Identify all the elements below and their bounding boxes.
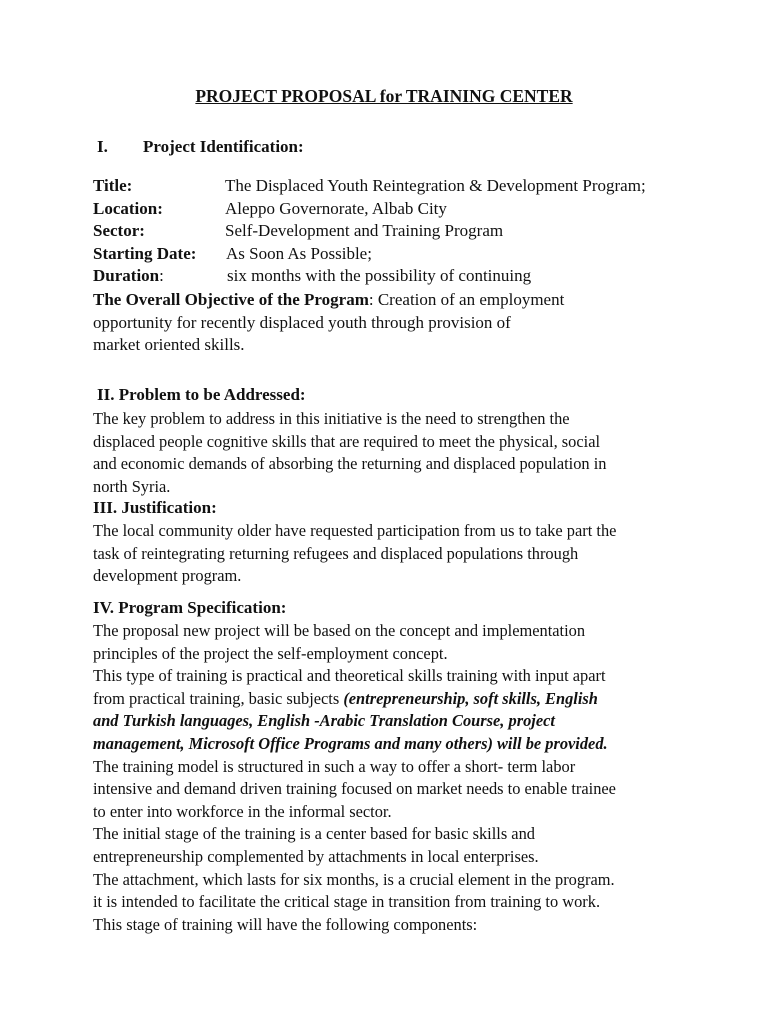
paragraph-line: entrepreneurship complemented by attachments in local enterprises. [93, 846, 539, 866]
field-value: As Soon As Possible; [226, 243, 372, 263]
field-label: Location: [93, 198, 163, 218]
field-value: Aleppo Governorate, Albab City [225, 198, 447, 218]
paragraph-line: This stage of training will have the following components: [93, 914, 478, 934]
paragraph-line: and economic demands of absorbing the returning and displaced population in [93, 454, 607, 474]
section-2-body [93, 408, 693, 498]
paragraph-line: to enter into workforce in the informal sector. [93, 801, 392, 821]
paragraph-line: This type of training is practical and theoretical skills training with input apart [93, 666, 606, 686]
field-label: Title: [93, 176, 133, 195]
emphasis-line: management, Microsoft Office Programs and many others) will be provided. [93, 733, 608, 753]
field-label-text: Duration [93, 266, 160, 286]
overall-objective [93, 289, 693, 357]
field-label: Sector: [93, 221, 145, 241]
paragraph-line: task of reintegrating returning refugees and displaced populations through [93, 543, 579, 563]
field-label-colon: : [159, 266, 164, 286]
emphasis-line: and Turkish languages, English -Arabic Translation Course, project [93, 711, 555, 731]
section-2-heading: II. Problem to be Addressed: [97, 385, 306, 404]
objective-line [93, 289, 693, 312]
field-value: The Displaced Youth Reintegration & Development Program; [225, 176, 646, 195]
objective-line: opportunity for recently displaced youth through provision of [93, 312, 511, 332]
section-4-body [93, 620, 693, 936]
paragraph-line: intensive and demand driven training focused on market needs to enable trainee [93, 779, 616, 799]
paragraph-line: The training model is structured in such a way to offer a short- term labor [93, 756, 576, 776]
section-1-number: I. [97, 137, 108, 156]
section-1-title: Project Identification: [143, 137, 304, 156]
field-label: Starting Date: [93, 243, 197, 263]
paragraph-line: The attachment, which lasts for six months, is a crucial element in the program. [93, 869, 615, 889]
section-3-heading: III. Justification: [93, 498, 217, 517]
objective-line: market oriented skills. [93, 335, 245, 355]
mixed-plain-text: from practical training, basic subjects [93, 688, 344, 708]
paragraph-line: The key problem to address in this initiative is the need to strengthen the [93, 409, 570, 428]
paragraph-line: The proposal new project will be based on the concept and implementation [93, 621, 586, 640]
section-1-heading [97, 137, 304, 157]
paragraph-line: development program. [93, 566, 242, 586]
paragraph-line: The initial stage of the training is a center based for basic skills and [93, 824, 535, 844]
document-title: PROJECT PROPOSAL for TRAINING CENTER [195, 86, 573, 106]
paragraph-line [93, 688, 693, 711]
objective-text: : Creation of an employment [368, 290, 565, 309]
objective-label: The Overall Objective of the Program [93, 290, 369, 309]
paragraph-line: displaced people cognitive skills that are required to meet the physical, social [93, 431, 601, 451]
section-4-heading: IV. Program Specification: [93, 598, 287, 617]
section-3-body [93, 520, 693, 588]
field-label [93, 266, 164, 286]
paragraph-line: it is intended to facilitate the critical stage in transition from training to work. [93, 892, 601, 912]
paragraph-line: principles of the project the self-employment concept. [93, 643, 448, 663]
paragraph-line: north Syria. [93, 476, 171, 496]
paragraph-line: The local community older have requested participation from us to take part the [93, 521, 617, 540]
field-value: six months with the possibility of continuing [227, 266, 532, 286]
emphasis-text: (entrepreneurship, soft skills, English [343, 688, 598, 708]
field-value: Self-Development and Training Program [225, 221, 504, 241]
